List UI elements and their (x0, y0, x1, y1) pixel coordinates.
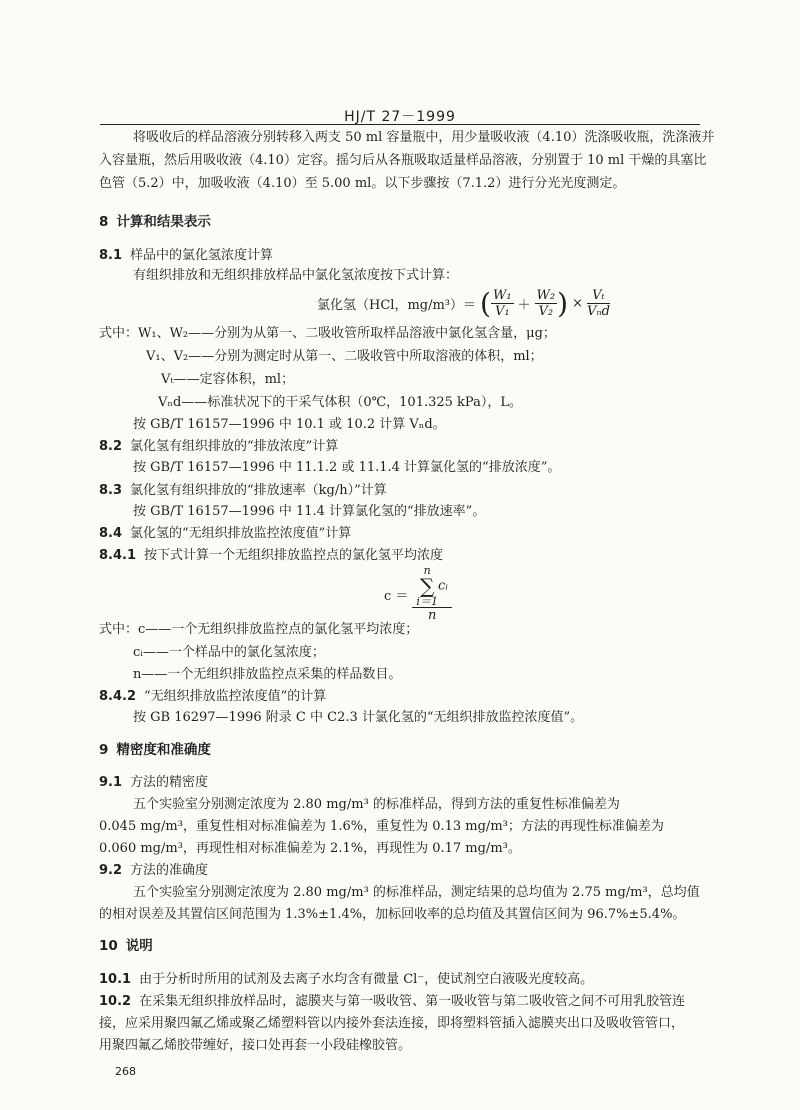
summation (416, 565, 438, 607)
avg-denominator: n (427, 608, 437, 623)
top-para-line3: 色管（5.2）中，加吸收液（4.10）至 5.00 ml。以下步骤按（7.1.2）进行分光光度测定。 (99, 176, 626, 191)
section-8-4-2-heading (99, 687, 326, 706)
section-8-4-2-number: 8.4.2 (99, 689, 137, 704)
fraction-w1-v1 (491, 288, 514, 319)
def-c: 式中：c——一个无组织排放监控点的氯化氢平均浓度； (99, 622, 419, 637)
formula-left-paren: ( (480, 287, 491, 320)
w1-numerator: W₁ (492, 288, 512, 303)
sum-lower-limit: i＝1 (416, 595, 438, 608)
section-9-number: 9 (99, 742, 109, 758)
fraction-w2-v2 (535, 288, 558, 319)
section-10-2-line1-wrap (99, 992, 685, 1011)
section-10-1-body: 由于分析时所用的试剂及去离子水均含有微量 Cl⁻，使试剂空白液吸光度较高。 (139, 972, 594, 987)
sum-upper-limit: n (423, 564, 431, 577)
section-9-1-title: 方法的精密度 (130, 775, 209, 790)
section-8-1-number: 8.1 (99, 248, 123, 263)
def-w1-w2: 式中：W₁、W₂——分别为从第一、二吸收管所取样品溶液中氯化氢含量，μg； (99, 326, 556, 341)
section-9-title: 精密度和准确度 (116, 742, 211, 758)
section-10-2-number: 10.2 (99, 994, 132, 1009)
formula-lhs: 氯化氢（HCl，mg/m³）＝ (317, 298, 477, 313)
formula-plus: ＋ (517, 298, 531, 313)
section-9-1-number: 9.1 (99, 775, 123, 790)
section-8-1-intro: 有组织排放和无组织排放样品中氯化氢浓度按下式计算： (133, 268, 459, 283)
section-8-2-heading (99, 437, 338, 456)
fraction-vt-vnd (587, 288, 610, 319)
hcl-formula (313, 287, 610, 320)
formula-times: × (572, 296, 583, 311)
sum-term: cᵢ (437, 578, 448, 594)
section-9-2-line1: 五个实验室分别测定浓度为 2.80 mg/m³ 的标准样品，测定结果的总均值为 2.75 mg/m³，总均值 (133, 885, 700, 900)
section-8-heading (99, 213, 211, 232)
section-8-4-heading (99, 524, 351, 543)
section-10-2-line1: 在采集无组织排放样品时，滤膜夹与第一吸收管、第一吸收管与第二吸收管之间不可用乳胶管连 (139, 994, 686, 1009)
section-10-1-number: 10.1 (99, 972, 132, 987)
section-9-2-title: 方法的准确度 (130, 863, 209, 878)
section-10-2-line3: 用聚四氟乙烯胶带缠好，接口处再套一小段硅橡胶管。 (99, 1038, 412, 1053)
section-8-4-1-title: 按下式计算一个无组织排放监控点的氯化氢平均浓度 (144, 548, 444, 563)
section-9-1-heading (99, 773, 208, 792)
v1-denominator: V₁ (494, 304, 510, 319)
w2-numerator: W₂ (536, 288, 556, 303)
section-8-1-note: 按 GB/T 16157—1996 中 10.1 或 10.2 计算 Vₙd。 (133, 417, 446, 432)
top-para-line2: 入容量瓶，然后用吸收液（4.10）定容。摇匀后从各瓶吸取适量样品溶液，分别置于 10 ml 干燥的具塞比 (99, 153, 707, 168)
def-n: n——一个无组织排放监控点采集的样品数目。 (133, 667, 402, 682)
section-8-4-number: 8.4 (99, 526, 123, 541)
section-9-1-line3: 0.060 mg/m³，再现性相对标准偏差为 2.1%，再现性为 0.17 mg/m³。 (99, 841, 521, 856)
section-8-title: 计算和结果表示 (116, 214, 211, 230)
section-8-1-heading (99, 246, 273, 265)
section-9-2-heading (99, 861, 208, 880)
section-10-heading (99, 937, 153, 956)
section-8-2-body: 按 GB/T 16157—1996 中 11.1.2 或 11.1.4 计算氯化氢的“排放浓度”。 (133, 460, 561, 475)
section-9-2-number: 9.2 (99, 863, 123, 878)
top-para-line1: 将吸收后的样品溶液分别转移入两支 50 ml 容量瓶中，用少量吸收液（4.10）洗涤吸收瓶，洗涤液并 (133, 130, 715, 145)
section-8-2-title: 氯化氢有组织排放的“排放浓度”计算 (130, 439, 339, 454)
def-vnd: Vₙd——标准状况下的干采气体积（0℃，101.325 kPa），L。 (158, 395, 522, 410)
section-8-1-title: 样品中的氯化氢浓度计算 (130, 248, 274, 263)
section-10-2-line2: 接，应采用聚四氟乙烯或聚乙烯塑料管以内接外套法连接，即将塑料管插入滤膜夹出口及吸收管管口， (99, 1016, 685, 1031)
def-ci: cᵢ——一个样品中的氯化氢浓度； (133, 645, 325, 660)
v2-denominator: V₂ (538, 304, 554, 319)
section-8-2-number: 8.2 (99, 439, 123, 454)
section-9-2-line2: 的相对误差及其置信区间范围为 1.3%±1.4%，加标回收率的总均值及其置信区间为 96.7%±5.4%。 (99, 907, 686, 922)
section-8-number: 8 (99, 214, 109, 230)
average-formula (380, 565, 452, 623)
section-8-3-title: 氯化氢有组织排放的“排放速率（kg/h）”计算 (130, 483, 387, 498)
section-8-3-number: 8.3 (99, 483, 123, 498)
avg-fraction (412, 565, 451, 623)
sigma-icon: ∑ (420, 574, 435, 598)
section-9-heading (99, 741, 211, 760)
def-vt: Vₜ——定容体积，ml； (161, 372, 295, 387)
section-8-4-1-number: 8.4.1 (99, 548, 137, 563)
vnd-denominator: Vₙd (586, 304, 610, 319)
section-10-number: 10 (99, 938, 118, 954)
page-number: 268 (115, 1065, 136, 1078)
vt-numerator: Vₜ (587, 288, 610, 304)
formula-right-paren: ) (557, 287, 569, 320)
avg-numerator (412, 565, 451, 608)
def-v1-v2: V₁、V₂——分别为测定时从第一、二吸收管中所取溶液的体积，ml； (146, 349, 543, 364)
section-9-1-line1: 五个实验室分别测定浓度为 2.80 mg/m³ 的标准样品，得到方法的重复性标准偏差为 (133, 797, 620, 812)
page-header: HJ/T 27－1999 (344, 109, 456, 125)
section-9-1-line2: 0.045 mg/m³，重复性相对标准偏差为 1.6%，重复性为 0.13 mg/m³；方法的再现性标准偏差为 (99, 819, 664, 834)
header-rule (100, 124, 700, 125)
section-8-4-2-body: 按 GB 16297—1996 附录 C 中 C2.3 计氯化氢的“无组织排放监控浓度值”。 (133, 710, 584, 725)
section-8-4-1-heading (99, 546, 443, 565)
section-8-4-2-title: “无组织排放监控浓度值”的计算 (144, 689, 327, 704)
section-10-title: 说明 (125, 938, 153, 954)
section-8-3-body: 按 GB/T 16157—1996 中 11.4 计算氯化氢的“排放速率”。 (133, 504, 486, 519)
section-8-3-heading (99, 481, 387, 500)
section-8-4-title: 氯化氢的“无组织排放监控浓度值”计算 (130, 526, 352, 541)
avg-formula-lhs: c ＝ (384, 588, 409, 604)
section-10-1 (99, 970, 593, 989)
